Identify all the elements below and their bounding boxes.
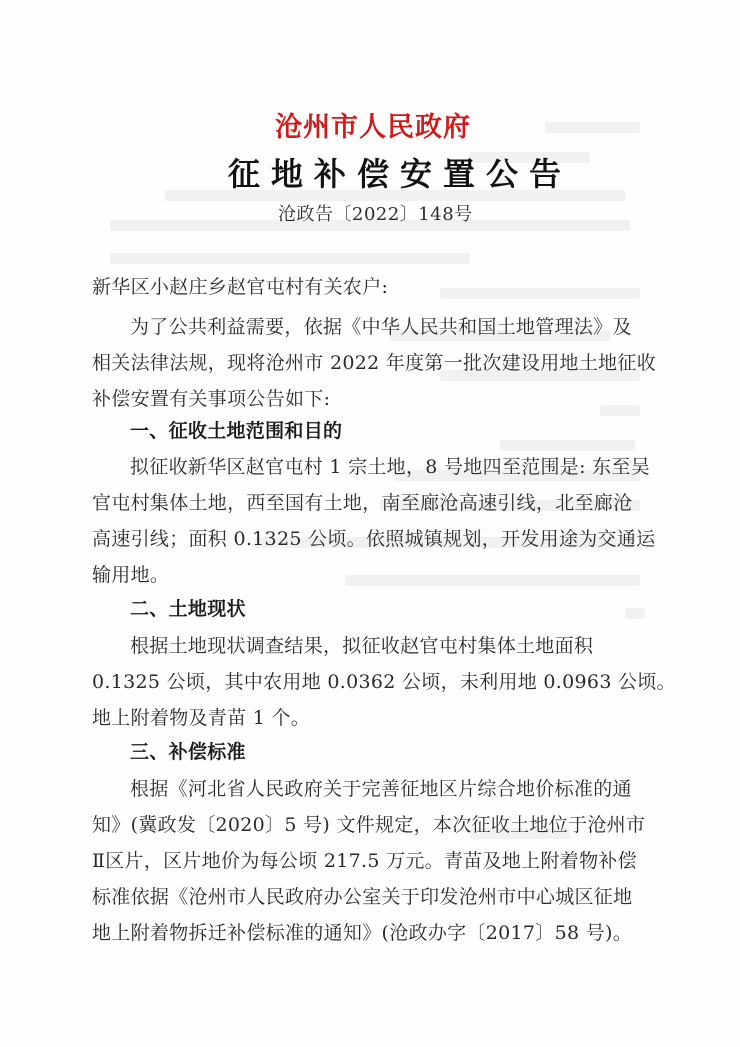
page-title: 征地补偿安置公告 (228, 155, 573, 193)
issuer-name: 沧州市人民政府 (275, 112, 471, 143)
addressee: 新华区小赵庄乡赵官屯村有关农户: (92, 276, 389, 298)
section-line: 知》(冀政发〔2020〕5 号) 文件规定，本次征收土地位于沧州市 (92, 814, 646, 836)
section-line: 标准依据《沧州市人民政府办公室关于印发沧州市中心城区征地 (92, 886, 633, 908)
section-line: 根据《河北省人民政府关于完善征地区片综合地价标准的通 (130, 778, 632, 800)
intro-line: 补偿安置有关事项公告如下: (92, 388, 331, 410)
section-heading: 一、征收土地范围和目的 (130, 420, 343, 442)
intro-line: 相关法律法规，现将沧州市 2022 年度第一批次建设用地土地征收 (92, 352, 657, 374)
section-line: 拟征收新华区赵官屯村 1 宗土地，8 号地四至范围是: 东至吴 (130, 456, 651, 478)
section-heading: 二、土地现状 (130, 598, 246, 620)
section-line: 根据土地现状调查结果，拟征收赵官屯村集体土地面积 (130, 635, 594, 657)
section-line: 地上附着物拆迁补偿标准的通知》(沧政办字〔2017〕58 号)。 (92, 922, 632, 944)
section-line: Ⅱ区片，区片地价为每公顷 217.5 万元。青苗及地上附着物补偿 (92, 850, 637, 872)
section-line: 高速引线；面积 0.1325 公顷。依照城镇规划，开发用途为交通运 (92, 528, 656, 550)
section-line: 0.1325 公顷，其中农用地 0.0362 公顷，未利用地 0.0963 公顷。 (92, 671, 676, 693)
intro-line: 为了公共利益需要，依据《中华人民共和国土地管理法》及 (130, 316, 632, 338)
section-line: 官屯村集体土地，西至国有土地，南至廊沧高速引线，北至廊沧 (92, 492, 633, 514)
section-line: 输用地。 (92, 564, 170, 586)
section-line: 地上附着物及青苗 1 个。 (92, 707, 311, 729)
document-number: 沧政告〔2022〕148号 (278, 204, 473, 225)
section-heading: 三、补偿标准 (130, 741, 246, 763)
